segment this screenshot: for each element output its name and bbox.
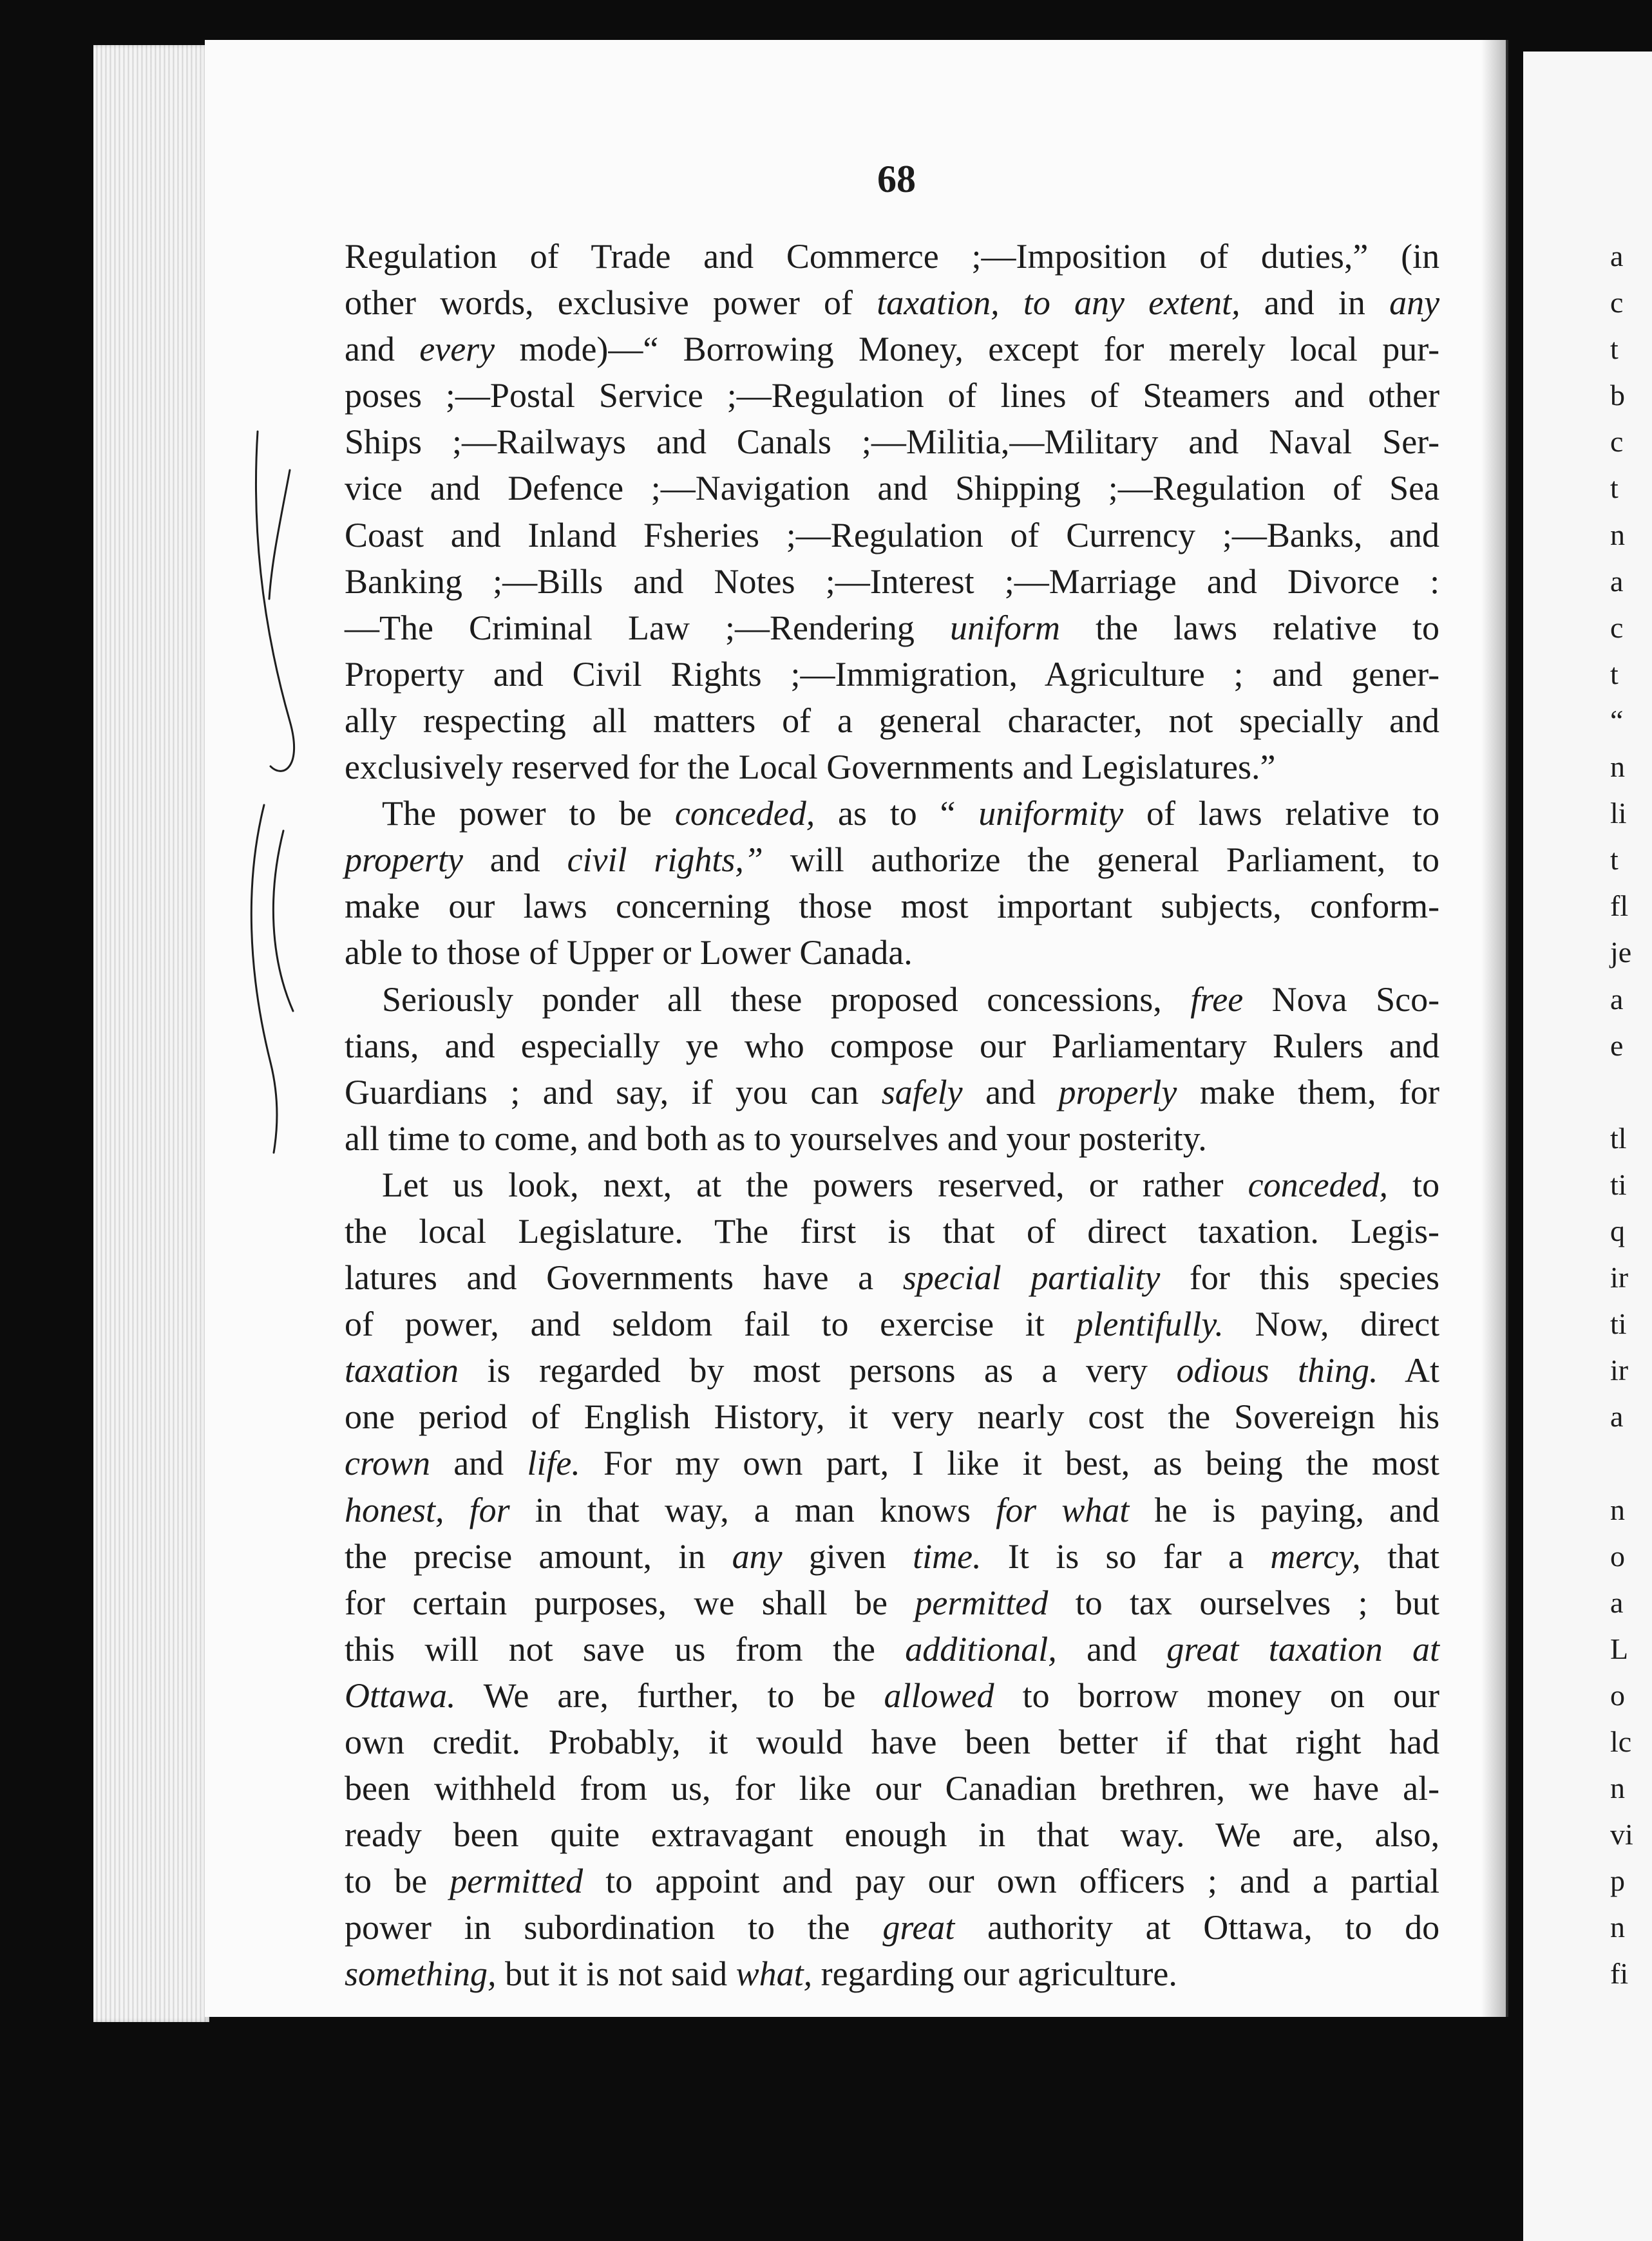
text-line: other words, exclusive power of taxation, to any extent, and in any xyxy=(345,283,1440,323)
facing-page-letter: o xyxy=(1610,1539,1625,1573)
facing-page-letter: a xyxy=(1610,982,1624,1016)
facing-page-letter: n xyxy=(1610,1493,1625,1526)
text-line: latures and Governments have a special partiality for this species xyxy=(345,1258,1440,1298)
text-line: of power, and seldom fail to exercise it plentifully. Now, direct xyxy=(345,1305,1440,1344)
text-line: Property and Civil Rights ;—Immigration, Agriculture ; and gener- xyxy=(345,654,1440,694)
facing-page-letter: a xyxy=(1610,1585,1624,1619)
text-line: ready been quite extravagant enough in that way. We are, also, xyxy=(345,1815,1440,1855)
facing-page-letter: ti xyxy=(1610,1168,1627,1201)
text-line: Guardians ; and say, if you can safely and properly make them, for xyxy=(345,1072,1440,1111)
page-number: 68 xyxy=(877,158,916,200)
text-line: Regulation of Trade and Commerce ;—Imposition of duties,” (in xyxy=(345,237,1440,276)
text-line: the local Legislature. The first is that of direct taxation. Legis- xyxy=(345,1211,1440,1251)
facing-page-letter: ir xyxy=(1610,1354,1629,1387)
facing-page-letter: t xyxy=(1610,843,1619,876)
facing-page-letter: li xyxy=(1610,797,1627,830)
facing-page-letter xyxy=(1610,1069,1629,1115)
facing-page-letter: n xyxy=(1610,750,1625,784)
facing-page-letter: fl xyxy=(1610,889,1629,923)
text-line: Banking ;—Bills and Notes ;—Interest ;—Marriage and Divorce : xyxy=(345,562,1440,601)
text-line: poses ;—Postal Service ;—Regulation of lines of Steamers and other xyxy=(345,376,1440,415)
text-line: tians, and especially ye who compose our Parliamentary Rulers and xyxy=(345,1026,1440,1065)
margin-pencil-mark xyxy=(232,419,309,1159)
facing-page-letter: “ xyxy=(1610,703,1624,737)
text-line: been withheld from us, for like our Canadian brethren, we have al- xyxy=(345,1769,1440,1808)
facing-page xyxy=(1523,52,1652,2241)
text-line: exclusively reserved for the Local Governments and Legislatures.” xyxy=(345,748,1276,787)
text-line: power in subordination to the great authority at Ottawa, to do xyxy=(345,1908,1440,1947)
text-line: The power to be conceded, as to “ uniformity of laws relative to xyxy=(382,794,1440,833)
facing-page-letter: e xyxy=(1610,1028,1624,1062)
facing-page-letter: lc xyxy=(1610,1725,1632,1758)
text-line: taxation is regarded by most persons as a very odious thing. At xyxy=(345,1351,1440,1390)
text-line: Ships ;—Railways and Canals ;—Militia,—Military and Naval Ser- xyxy=(345,422,1440,462)
facing-page-letter: q xyxy=(1610,1214,1625,1247)
facing-page-letter: tl xyxy=(1610,1121,1627,1155)
body-text xyxy=(345,233,1439,1998)
facing-page-letter: c xyxy=(1610,610,1624,644)
facing-page-letter: t xyxy=(1610,332,1619,366)
facing-page-letter: a xyxy=(1610,240,1624,272)
facing-page-letter: a xyxy=(1610,564,1624,598)
text-line: for certain purposes, we shall be permitted to tax ourselves ; but xyxy=(345,1583,1440,1622)
facing-page-letter: b xyxy=(1610,379,1625,412)
facing-page-letter: a xyxy=(1610,1400,1624,1433)
facing-page-letters xyxy=(1610,233,1633,1998)
book-page-edges xyxy=(93,45,209,2022)
spine-shadow xyxy=(1481,40,1507,2017)
text-line: vice and Defence ;—Navigation and Shipping ;—Regulation of Sea xyxy=(345,469,1440,508)
text-line: and every mode)—“ Borrowing Money, except for merely local pur- xyxy=(345,330,1440,369)
text-line: something, but it is not said what, regarding our agriculture. xyxy=(345,1954,1177,1994)
facing-page-letter: ir xyxy=(1610,1261,1629,1294)
text-line: Seriously ponder all these proposed concessions, free Nova Sco- xyxy=(382,979,1440,1019)
text-line: property and civil rights,” will authorize the general Parliament, to xyxy=(345,840,1440,880)
text-line: Coast and Inland Fsheries ;—Regulation of Currency ;—Banks, and xyxy=(345,515,1440,554)
text-line: one period of English History, it very nearly cost the Sovereign his xyxy=(345,1397,1440,1437)
text-line: able to those of Upper or Lower Canada. xyxy=(345,933,913,972)
facing-page-letter: fi xyxy=(1610,1957,1629,1990)
text-line: honest, for in that way, a man knows for what he is paying, and xyxy=(345,1490,1439,1529)
facing-page-letter: p xyxy=(1610,1864,1625,1898)
facing-page-letter: vi xyxy=(1610,1818,1633,1851)
facing-page-letter: je xyxy=(1610,936,1632,969)
facing-page-letter: n xyxy=(1610,1772,1625,1805)
facing-page-letter: t xyxy=(1610,471,1619,505)
facing-page-letter: ti xyxy=(1610,1307,1627,1341)
facing-page-letter: t xyxy=(1610,657,1619,690)
text-line: Let us look, next, at the powers reserved, or rather conceded, to xyxy=(382,1165,1440,1204)
text-line: make our laws concerning those most important subjects, conform- xyxy=(345,887,1440,926)
text-line: the precise amount, in any given time. It is so far a mercy, that xyxy=(345,1537,1440,1576)
facing-page-letter: o xyxy=(1610,1678,1625,1712)
facing-page-letter xyxy=(1610,1440,1629,1486)
facing-page-letter: L xyxy=(1610,1632,1629,1665)
facing-page-letter: c xyxy=(1610,425,1624,459)
text-line: to be permitted to appoint and pay our own officers ; and a partial xyxy=(345,1862,1440,1901)
text-line: all time to come, and both as to yourselves and your posterity. xyxy=(345,1119,1207,1158)
text-line: own credit. Probably, it would have been better if that right had xyxy=(345,1723,1440,1761)
facing-page-letter: c xyxy=(1610,286,1624,319)
text-line: Ottawa. We are, further, to be allowed to borrow money on our xyxy=(345,1676,1440,1715)
facing-page-letter: n xyxy=(1610,518,1625,551)
text-line: —The Criminal Law ;—Rendering uniform the laws relative to xyxy=(345,608,1440,647)
facing-page-letter: n xyxy=(1610,1911,1625,1944)
text-line: this will not save us from the additional, and great taxation at xyxy=(345,1629,1440,1669)
text-line: ally respecting all matters of a general character, not specially and xyxy=(345,701,1440,740)
text-line: crown and life. For my own part, I like it best, as being the most xyxy=(345,1444,1440,1483)
